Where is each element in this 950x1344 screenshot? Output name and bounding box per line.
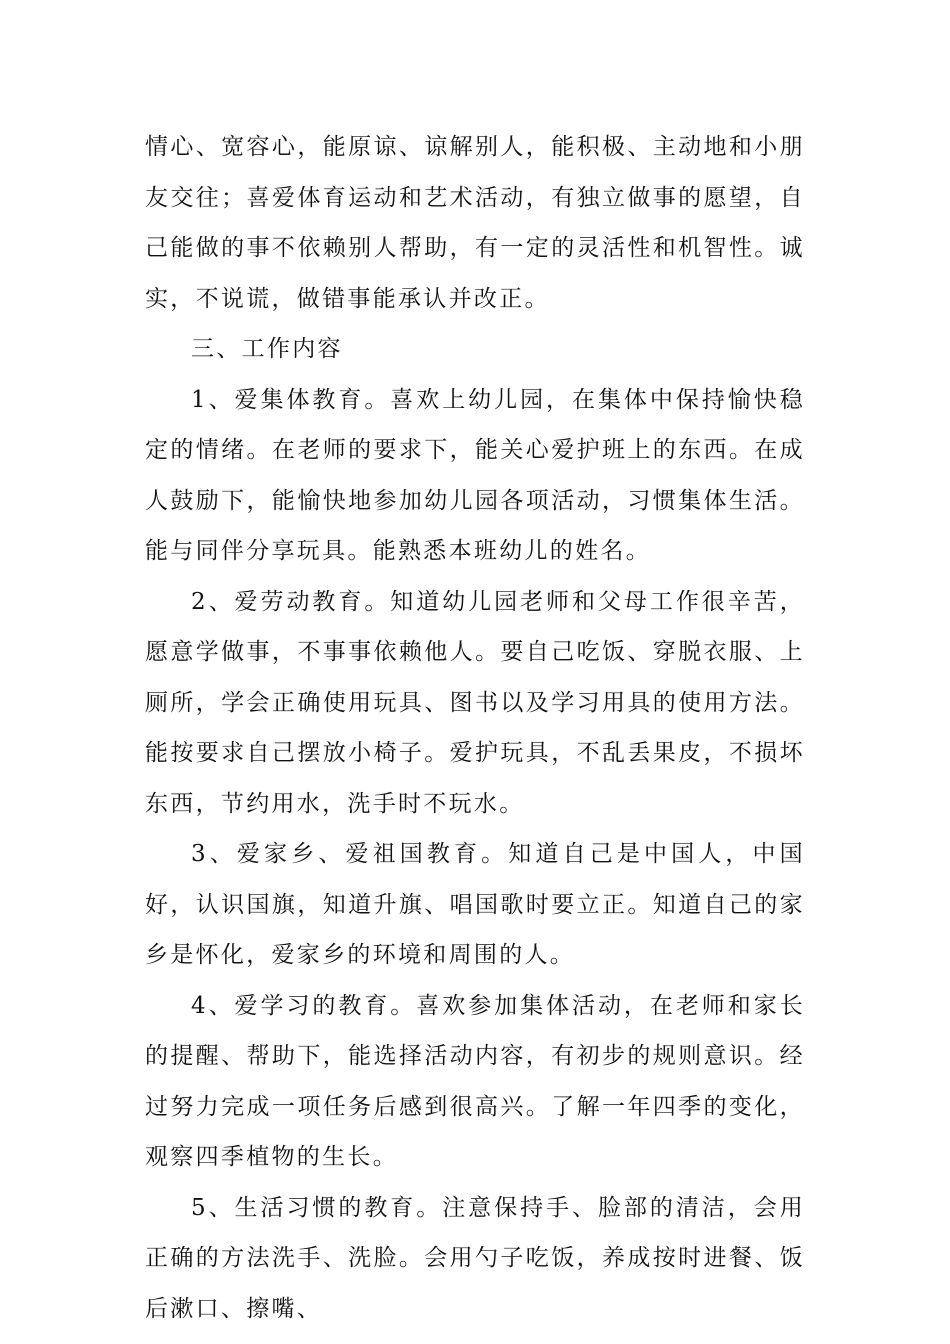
paragraph-collective-education: 1、爱集体教育。喜欢上幼儿园，在集体中保持愉快稳定的情绪。在老师的要求下，能关心爱护班上的东西。在成人鼓励下，能愉快地参加幼儿园各项活动，习惯集体生活。能与同伴分享玩具。能熟悉本班幼儿的姓名。	[145, 386, 805, 564]
section-heading-work-content: 三、工作内容	[191, 336, 343, 362]
paragraph-continued: 情心、宽容心，能原谅、谅解别人，能积极、主动地和小朋友交往；喜爱体育运动和艺术活动，有独立做事的愿望，自己能做的事不依赖别人帮助，有一定的灵活性和机智性。诚实，不说谎，做错事能承认并改正。	[145, 134, 805, 312]
document-body	[145, 122, 805, 1334]
paragraph-learning-education: 4、爱学习的教育。喜欢参加集体活动，在老师和家长的提醒、帮助下，能选择活动内容，有初步的规则意识。经过努力完成一项任务后感到很高兴。了解一年四季的变化，观察四季植物的生长。	[145, 992, 805, 1170]
paragraph-labor-education: 2、爱劳动教育。知道幼儿园老师和父母工作很辛苦，愿意学做事，不事事依赖他人。要自己吃饭、穿脱衣服、上厕所，学会正确使用玩具、图书以及学习用具的使用方法。能按要求自己摆放小椅子。爱护玩具，不乱丢果皮，不损坏东西，节约用水，洗手时不玩水。	[145, 588, 805, 817]
paragraph-habits-education: 5、生活习惯的教育。注意保持手、脸部的清洁，会用正确的方法洗手、洗脸。会用勺子吃饭，养成按时进餐、饭后漱口、擦嘴、	[145, 1194, 805, 1322]
paragraph-patriotism-education: 3、爱家乡、爱祖国教育。知道自己是中国人，中国好，认识国旗，知道升旗、唱国歌时要立正。知道自己的家乡是怀化，爱家乡的环境和周围的人。	[145, 841, 805, 968]
